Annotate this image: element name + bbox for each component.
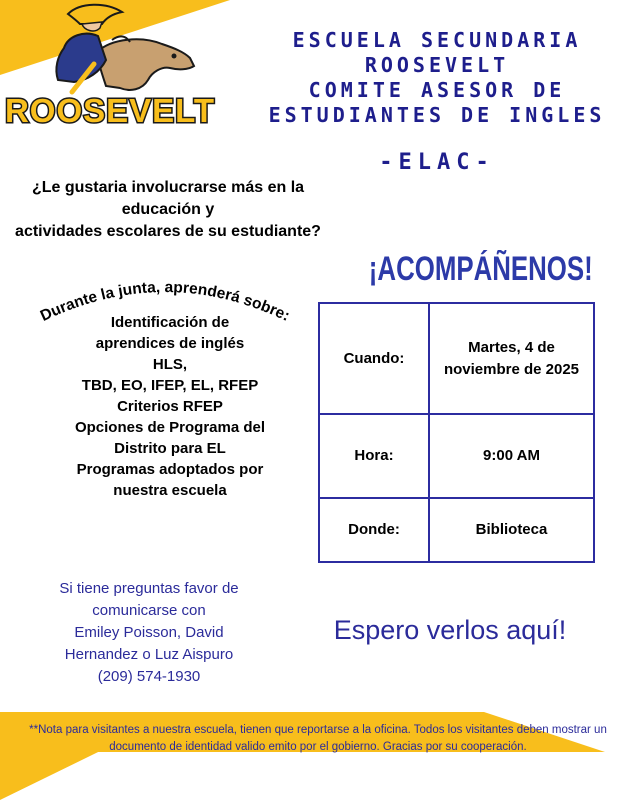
contact-line: comunicarse con	[92, 602, 206, 619]
when-label: Cuando:	[319, 303, 429, 414]
meeting-details-table	[318, 302, 595, 563]
school-title	[262, 28, 612, 128]
agenda-item: Programas adoptados por	[76, 461, 264, 478]
when-value: Martes, 4 de noviembre de 2025	[429, 303, 594, 414]
table-row	[319, 414, 594, 498]
title-line: ESTUDIANTES DE INGLES	[268, 103, 606, 127]
where-label: Donde:	[319, 498, 429, 562]
intro-question	[0, 177, 336, 243]
acronym-heading: -ELAC-	[379, 150, 495, 175]
visitor-note: **Nota para visitantes a nuestra escuela, tienen que reportarse a la oficina. Todos los visitantes deben mostrar un documento de identidad valido emito por el gobierno. Gracias por su cooperación.	[29, 724, 607, 753]
table-row	[319, 498, 594, 562]
agenda-item: Criterios RFEP	[117, 398, 223, 415]
contact-line: Hernandez o Luz Aispuro	[64, 646, 234, 663]
agenda-heading-text: Durante la junta, aprenderá sobre:	[37, 278, 293, 325]
table-row	[319, 303, 594, 414]
agenda-item: Opciones de Programa del	[74, 419, 266, 436]
time-value: 9:00 AM	[429, 414, 594, 498]
intro-line: educación y	[121, 201, 215, 218]
contact-info	[20, 578, 278, 688]
closing-message: Espero verlos aquí!	[333, 615, 567, 645]
where-value: Biblioteca	[429, 498, 594, 562]
agenda-item: nuestra escuela	[113, 482, 227, 499]
agenda-list	[20, 312, 320, 501]
roosevelt-logo	[2, 0, 220, 135]
join-us-heading: ¡ACOMPÁÑENOS!	[368, 250, 593, 288]
intro-line: ¿Le gustaria involucrarse más en la	[31, 179, 305, 196]
intro-line: actividades escolares de su estudiante?	[15, 223, 321, 240]
logo-wordmark: ROOSEVELT	[4, 92, 216, 129]
agenda-item: TBD, EO, IFEP, EL, RFEP	[81, 377, 259, 394]
agenda-item: HLS,	[152, 356, 188, 373]
title-line: COMITE ASESOR DE	[308, 78, 566, 102]
contact-phone: (209) 574-1930	[97, 668, 201, 685]
title-line: ROOSEVELT	[364, 53, 510, 77]
agenda-item: Identificación de	[110, 314, 230, 331]
time-label: Hora:	[319, 414, 429, 498]
agenda-item: aprendices de inglés	[95, 335, 245, 352]
contact-line: Emiley Poisson, David	[74, 624, 224, 641]
contact-line: Si tiene preguntas favor de	[59, 580, 239, 597]
agenda-item: Distrito para EL	[114, 440, 226, 457]
title-line: ESCUELA SECUNDARIA	[292, 28, 582, 52]
